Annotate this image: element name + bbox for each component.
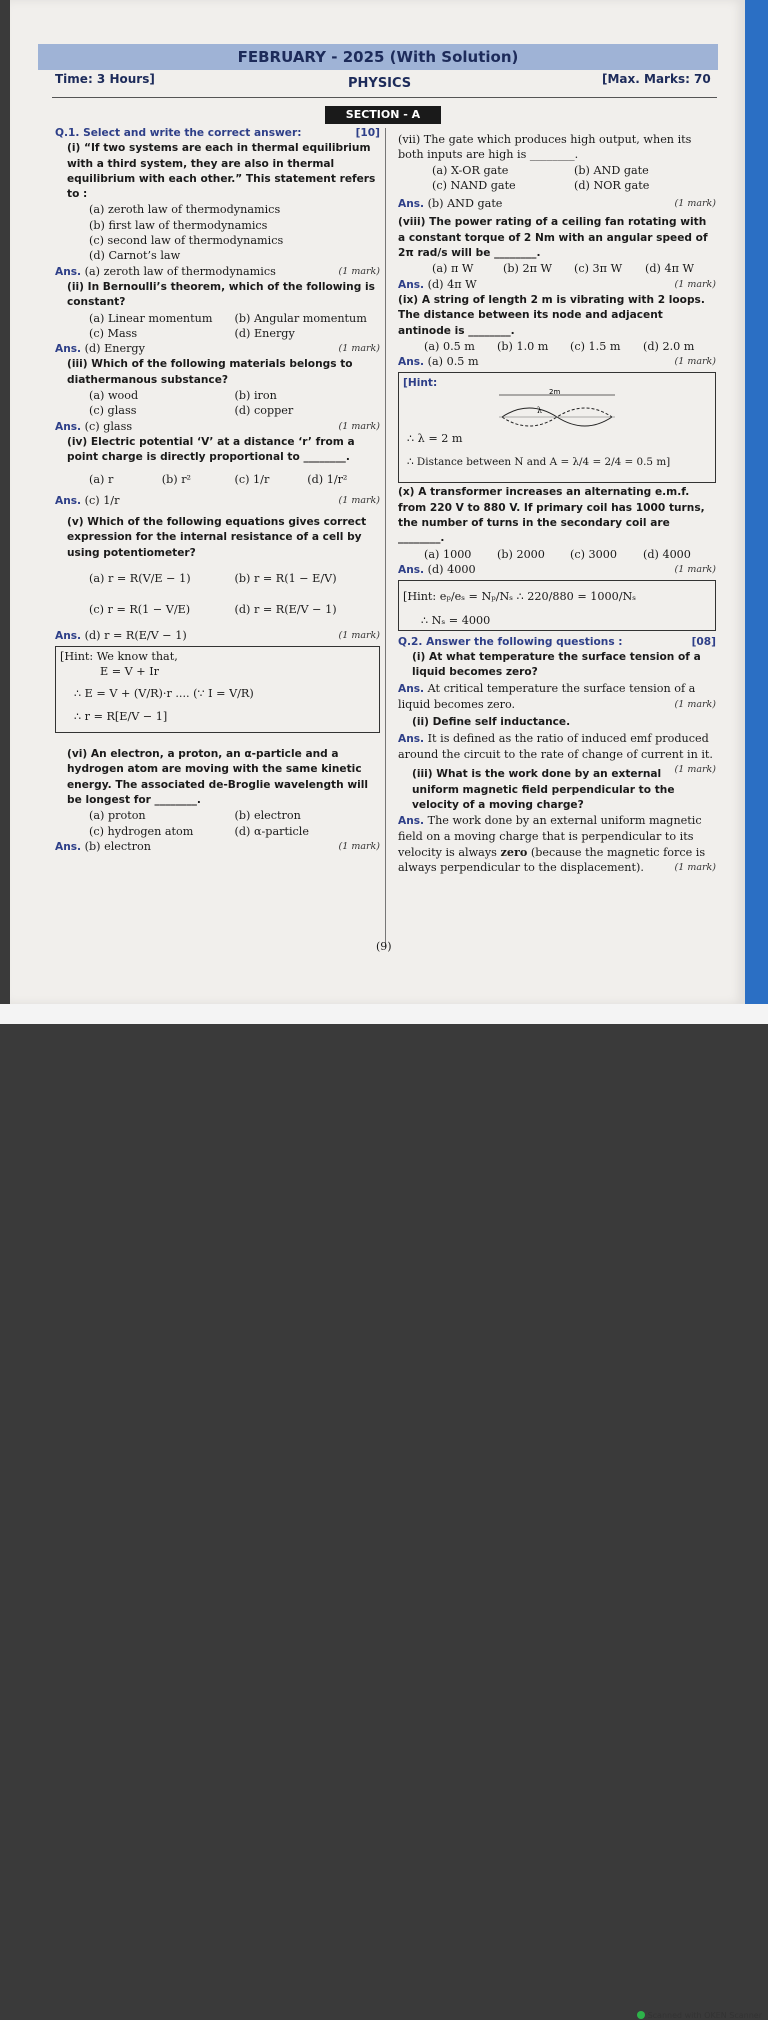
q1-x-option-a: (a) 1000 (424, 547, 472, 561)
q1-vi-option-b: (b) electron (234, 809, 301, 823)
q1-v-question: (v) Which of the following equations gives correct expression for the internal resistance of a cell by using potentiometer? (67, 516, 367, 559)
hint-result-line: ∴ Nₛ = 4000 (421, 613, 491, 627)
q1-ix-question: (ix) A string of length 2 m is vibrating with 2 loops. The distance between its node and adjacent antinode is ________. (398, 293, 705, 337)
q1-i-answer: Ans. (a) zeroth law of thermodynamics (1 mark) (55, 264, 380, 278)
column-divider (385, 128, 386, 948)
q2-ii-question: (ii) Define self inductance. (412, 716, 571, 729)
hint-lambda-line: ∴ λ = 2 m (407, 432, 463, 446)
q2-heading: Q.2. Answer the following questions : [08] (398, 635, 716, 648)
q1-iii-option-d: (d) copper (234, 404, 294, 418)
q1-x-answer: Ans. (d) 4000 (1 mark) (398, 562, 716, 576)
q2-i-answer: Ans. At critical temperature the surface tension of a liquid becomes zero. (1 mark) (398, 681, 716, 712)
q1-x-question: (x) A transformer increases an alternating e.m.f. from 220 V to 880 V. If primary coil has 1000 turns, the number of turns in the secondary coil are ________. (398, 486, 705, 545)
q1-x-option-d: (d) 4000 (643, 547, 691, 561)
q1-x-option-c: (c) 3000 (570, 547, 618, 561)
q1-viii-option-b: (b) 2π W (503, 262, 552, 276)
q1-i-option-d: (d) Carnot’s law (89, 249, 181, 263)
paper-banner: FEBRUARY - 2025 (With Solution) (38, 44, 718, 70)
q1-v-option-d: (d) r = R(E/V − 1) (234, 603, 337, 617)
q1-v-option-c: (c) r = R(1 − V/E) (89, 603, 191, 617)
q1-vii-option-d: (d) NOR gate (574, 178, 650, 192)
page-number: (9) (376, 940, 392, 953)
q1-v-option-b: (b) r = R(1 − E/V) (234, 572, 337, 586)
q1-vii-answer: Ans. (b) AND gate (1 mark) (398, 197, 716, 211)
q1-ix-option-b: (b) 1.0 m (497, 339, 549, 353)
q1-viii-option-c: (c) 3π W (574, 262, 623, 276)
q1-ix-answer: Ans. (a) 0.5 m (1 mark) (398, 355, 716, 369)
q2-i-question: (i) At what temperature the surface tension of a liquid becomes zero? (412, 651, 701, 679)
q1-iii-answer: Ans. (c) glass (1 mark) (55, 419, 380, 433)
q1-ix-hint-box (398, 372, 716, 483)
hint-line-1: [Hint: We know that, (60, 649, 178, 663)
q1-iii-option-c: (c) glass (89, 404, 137, 418)
left-column (55, 126, 380, 855)
q1-viii-option-d: (d) 4π W (645, 262, 694, 276)
q1-viii-answer: Ans. (d) 4π W (1 mark) (398, 277, 716, 291)
q1-i-question: (i) “If two systems are each in thermal equilibrium with a third system, they are also in thermal equilibrium with each other.” This statement refers to : (67, 142, 376, 201)
q1-v-answer: Ans. (d) r = R(E/V − 1) (1 mark) (55, 628, 380, 642)
q1-ix-option-c: (c) 1.5 m (570, 339, 621, 353)
q1-vi-option-d: (d) α-particle (234, 824, 309, 838)
hint-label: [Hint: (403, 377, 438, 390)
q1-i-option-a: (a) zeroth law of thermodynamics (89, 203, 281, 217)
q1-ii-answer: Ans. (d) Energy (1 mark) (55, 342, 380, 356)
scanner-footer (0, 1004, 768, 2020)
q1-iv-option-b: (b) r² (161, 472, 192, 486)
q1-ii-option-c: (c) Mass (89, 326, 138, 340)
blue-edge-strip (745, 0, 768, 1024)
hint-line-2: E = V + Ir (100, 665, 159, 679)
time-label: Time: 3 Hours] (55, 72, 155, 86)
scanner-logo-icon (637, 2011, 645, 2019)
wave-length-label: 2m (549, 389, 561, 397)
q1-iv-option-c: (c) 1/r (234, 472, 270, 486)
q1-vi-answer: Ans. (b) electron (1 mark) (55, 839, 380, 853)
q1-i-option-c: (c) second law of thermodynamics (89, 234, 284, 248)
header-rule (52, 97, 717, 98)
q2-ii-answer: Ans. It is defined as the ratio of induced emf produced around the circuit to the rate of change of current in it. (1 mark) (398, 731, 716, 776)
q1-x-option-b: (b) 2000 (497, 547, 545, 561)
q1-iii-option-b: (b) iron (234, 389, 277, 403)
q1-vii-option-b: (b) AND gate (574, 163, 649, 177)
q1-viii-question: (viii) The power rating of a ceiling fan rotating with a constant torque of 2 Nm with an angular speed of 2π rad/s will be ________. (398, 216, 708, 260)
q1-vii-option-a: (a) X-OR gate (432, 163, 509, 177)
subject-title: PHYSICS (348, 76, 412, 91)
q1-ii-option-d: (d) Energy (234, 326, 295, 340)
q1-ii-question: (ii) In Bernoulli’s theorem, which of the following is constant? (67, 280, 375, 309)
q1-x-hint-box (398, 580, 716, 631)
q1-vi-option-a: (a) proton (89, 809, 146, 823)
q1-iii-option-a: (a) wood (89, 389, 139, 403)
hint-line-3: ∴ E = V + (V/R)·r .... (∵ I = V/R) (74, 686, 254, 700)
q1-ii-option-b: (b) Angular momentum (234, 311, 367, 325)
q1-vii-question: (vii) The gate which produces high output, when its both inputs are high is ________. (398, 133, 692, 162)
right-column (398, 132, 716, 875)
q1-iv-question: (iv) Electric potential ‘V’ at a distance ‘r’ from a point charge is directly proportional to ________. (67, 435, 355, 464)
q1-v-hint-box (55, 646, 380, 733)
scanner-label: Scanned with OKEN Scanner (647, 2011, 762, 2020)
hint-line-4: ∴ r = R[E/V − 1] (74, 709, 168, 723)
hint-distance-line: ∴ Distance between N and A = λ/4 = 2/4 = 0.5 m] (407, 456, 671, 469)
q2-iii-question: (iii) What is the work done by an external uniform magnetic field perpendicular to the velocity of a moving charge? (412, 768, 675, 811)
q1-iv-option-a: (a) r (89, 472, 114, 486)
wavelength-symbol: λ (537, 406, 543, 416)
q1-v-option-a: (a) r = R(V/E − 1) (89, 572, 191, 586)
standing-wave-figure (497, 389, 617, 431)
q1-ii-option-a: (a) Linear momentum (89, 311, 213, 325)
q1-heading: Q.1. Select and write the correct answer: [10] (55, 127, 380, 139)
q1-vi-option-c: (c) hydrogen atom (89, 824, 194, 838)
q1-iv-answer: Ans. (c) 1/r (1 mark) (55, 493, 380, 507)
q1-ix-option-d: (d) 2.0 m (643, 339, 695, 353)
section-heading: SECTION - A (325, 106, 441, 124)
max-marks: [Max. Marks: 70 (602, 72, 711, 86)
q1-vi-question: (vi) An electron, a proton, an α-particle and a hydrogen atom are moving with the same kinetic energy. The associated de-Broglie wavelength will be longest for ________. (67, 748, 369, 806)
q1-ix-option-a: (a) 0.5 m (424, 339, 475, 353)
hint-ratio-line: [Hint: eₚ/eₛ = Nₚ/Nₛ ∴ 220/880 = 1000/Nₛ (403, 590, 637, 604)
q1-vii-option-c: (c) NAND gate (432, 178, 516, 192)
q1-iii-question: (iii) Which of the following materials belongs to diathermanous substance? (67, 358, 353, 386)
q1-iv-option-d: (d) 1/r² (307, 472, 348, 486)
q1-viii-option-a: (a) π W (432, 262, 474, 276)
q2-iii-answer: Ans. The work done by an external uniform magnetic field on a moving charge that is perpendicular to its velocity is always zero (because the magnetic force is always perpendicular to the displacement). (1 mark) (398, 814, 716, 874)
q1-i-option-b: (b) first law of thermodynamics (89, 218, 268, 232)
